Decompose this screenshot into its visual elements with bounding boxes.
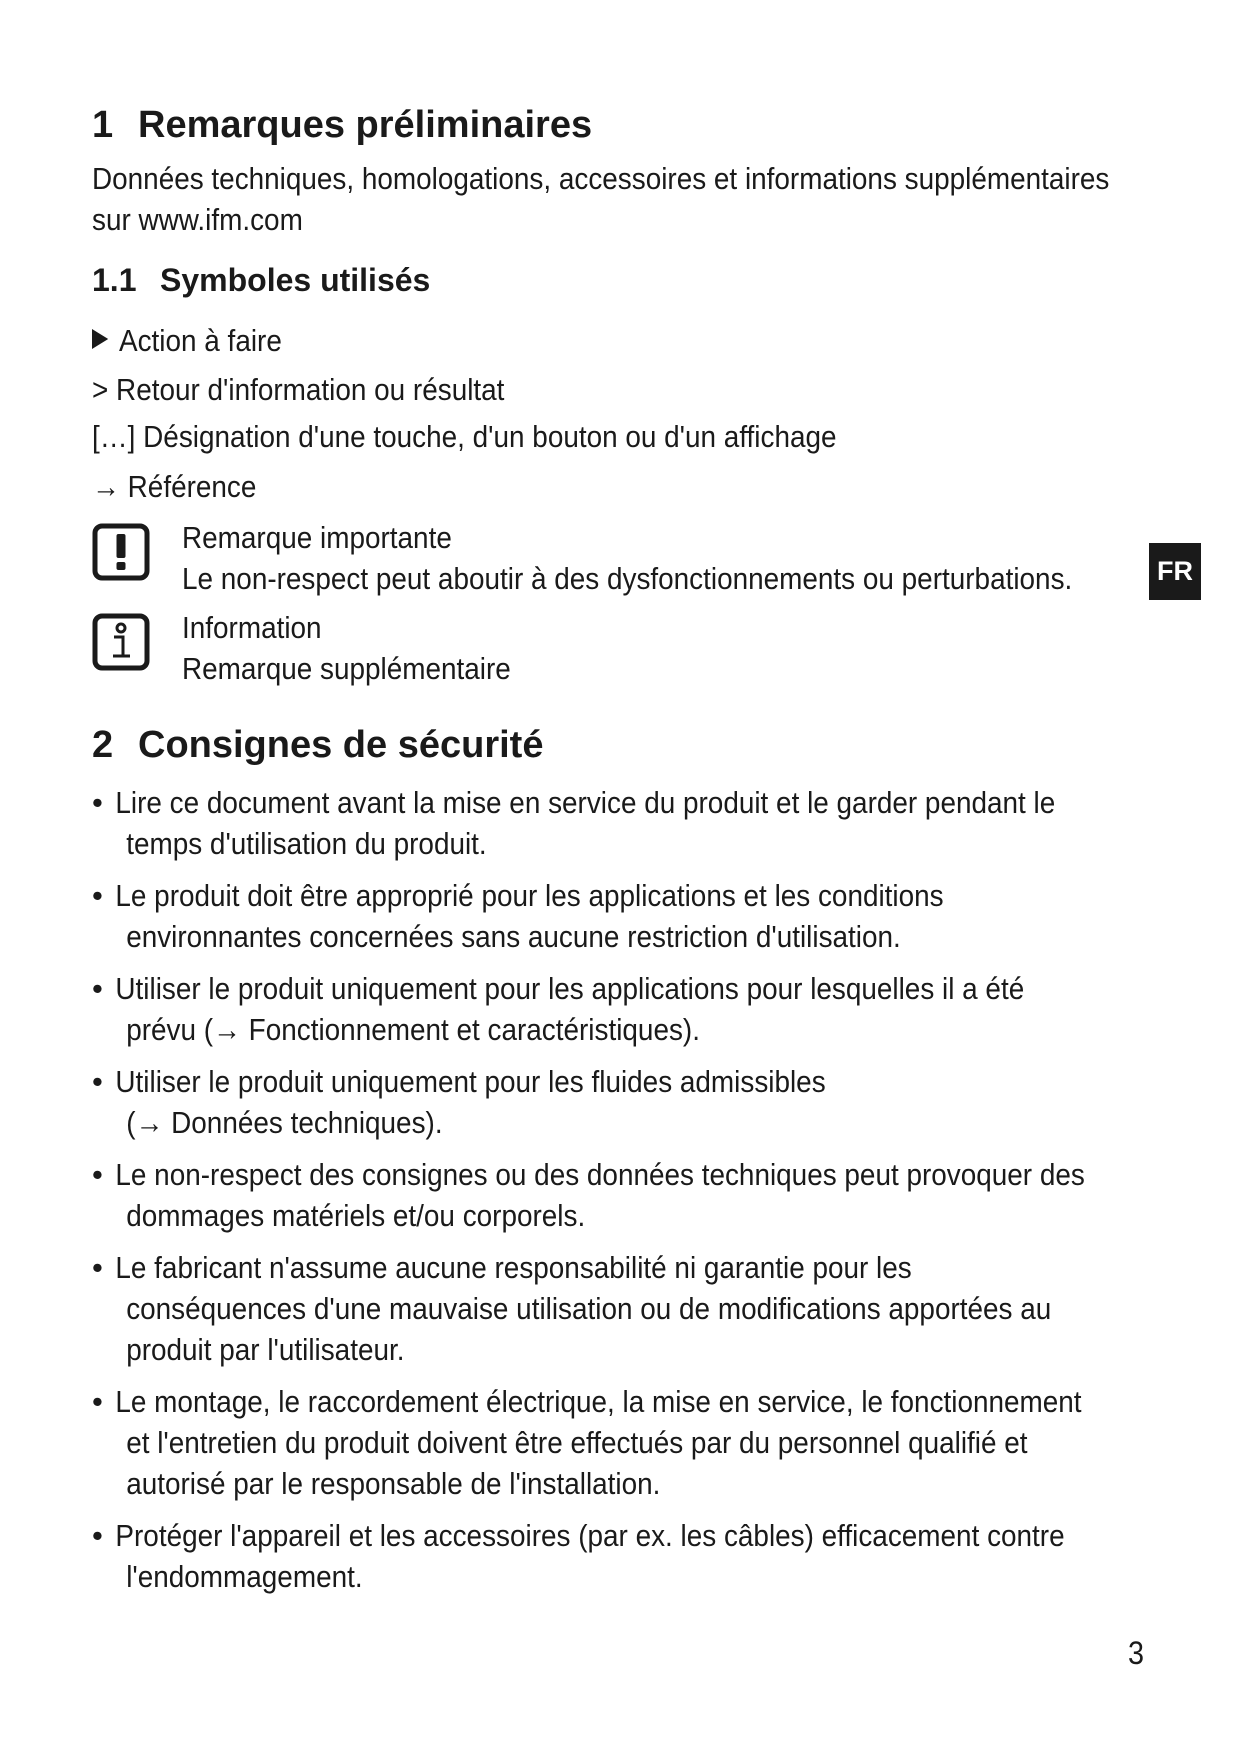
section-1-1-heading xyxy=(92,262,430,299)
note-information-title: Information xyxy=(182,610,322,645)
note-information-text: Remarque supplémentaire xyxy=(182,651,511,686)
symbol-reference: → Référence xyxy=(92,469,257,504)
list-item: • Le non-respect des consignes ou des données techniques peut provoquer des dommages matériels et/ou corporels. xyxy=(92,1157,1085,1233)
list-item: • Le produit doit être approprié pour les applications et les conditions environnantes concernées sans aucune restriction d'utilisation. xyxy=(92,878,944,954)
section-title: Symboles utilisés xyxy=(160,262,431,298)
section-number: 1 xyxy=(92,104,114,146)
page-number: 3 xyxy=(1128,1635,1145,1671)
intro-line-1: Données techniques, homologations, accessoires et informations supplémentaires xyxy=(92,161,1110,196)
symbol-action xyxy=(92,323,282,359)
safety-list xyxy=(92,782,1142,1608)
section-number: 2 xyxy=(92,724,114,766)
symbol-feedback: > Retour d'information ou résultat xyxy=(92,372,505,407)
section-title: Remarques préliminaires xyxy=(138,104,593,146)
note-important-title: Remarque importante xyxy=(182,520,452,555)
list-item: • Lire ce document avant la mise en service du produit et le garder pendant le temps d'utilisation du produit. xyxy=(92,785,1056,861)
action-triangle-icon xyxy=(92,329,108,349)
list-item: • Utiliser le produit uniquement pour les applications pour lesquelles il a été prévu (→ Fonctionnement et caractéristiques). xyxy=(92,971,1025,1047)
list-item: • Le fabricant n'assume aucune responsabilité ni garantie pour les conséquences d'une mauvaise utilisation ou de modifications apportées au produit par l'utilisateur. xyxy=(92,1250,1052,1367)
list-item: • Utiliser le produit uniquement pour les fluides admissibles (→ Données techniques). xyxy=(92,1064,826,1140)
section-title: Consignes de sécurité xyxy=(138,724,544,766)
warning-exclamation-icon xyxy=(92,523,150,581)
list-item: • Le montage, le raccordement électrique, la mise en service, le fonctionnement et l'entretien du produit doivent être effectués par du personnel qualifié et autorisé par le responsable de l'installation. xyxy=(92,1384,1082,1501)
list-item: • Protéger l'appareil et les accessoires (par ex. les câbles) efficacement contre l'endommagement. xyxy=(92,1518,1065,1594)
information-icon xyxy=(92,613,150,671)
language-tab: FR xyxy=(1149,543,1201,600)
symbol-action-label: Action à faire xyxy=(119,323,282,358)
section-number: 1.1 xyxy=(92,262,137,298)
section-1-heading xyxy=(92,104,592,147)
section-2-heading xyxy=(92,724,543,767)
intro-line-2: sur www.ifm.com xyxy=(92,202,303,237)
symbol-designation: […] Désignation d'une touche, d'un bouton ou d'un affichage xyxy=(92,419,837,454)
note-important-text: Le non-respect peut aboutir à des dysfonctionnements ou perturbations. xyxy=(182,561,1073,596)
